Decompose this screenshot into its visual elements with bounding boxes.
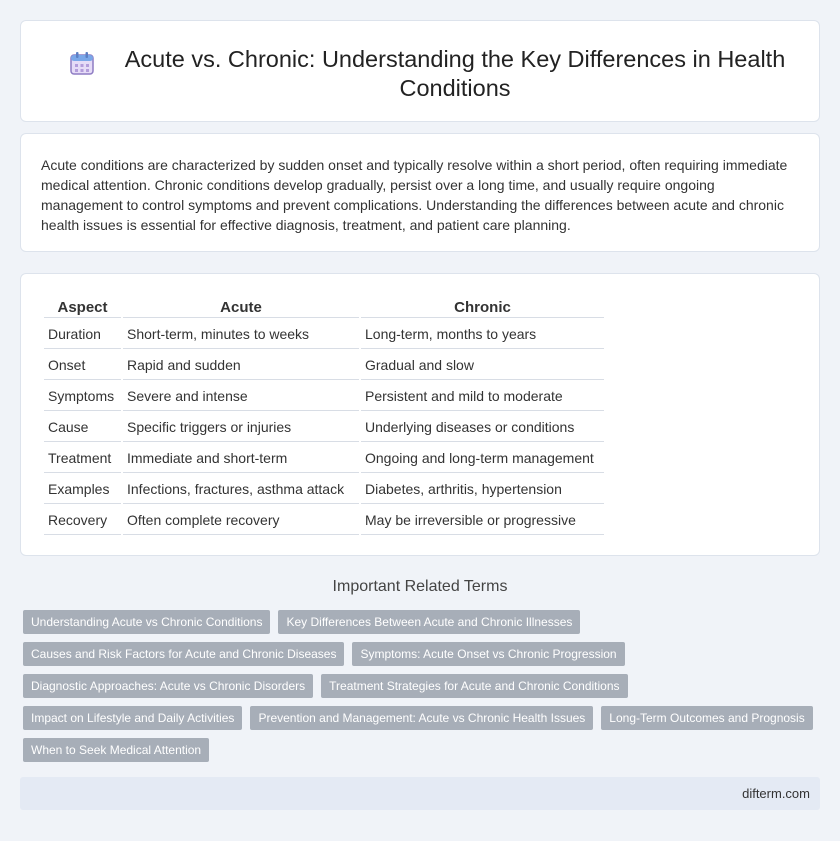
table-row	[44, 382, 604, 411]
acute-cell: Specific triggers or injuries	[123, 413, 359, 442]
table-header-row	[44, 294, 604, 318]
table-row	[44, 320, 604, 349]
aspect-cell: Onset	[44, 351, 121, 380]
acute-cell: Short-term, minutes to weeks	[123, 320, 359, 349]
table-row	[44, 506, 604, 535]
comparison-table	[42, 292, 606, 537]
chronic-cell: Persistent and mild to moderate	[361, 382, 604, 411]
related-term-tag[interactable]: When to Seek Medical Attention	[23, 738, 209, 762]
intro-paragraph: Acute conditions are characterized by sudden onset and typically resolve within a short period, often requiring immediate medical attention. Chronic conditions develop gradually, persist over a long time, and usually require ongoing management to control symptoms and prevent complications. Understanding the differences between acute and chronic health issues is essential for effective diagnosis, treatment, and patient care planning.	[41, 157, 788, 233]
calendar-icon	[68, 49, 96, 77]
header-chronic: Chronic	[361, 294, 604, 318]
acute-cell: Rapid and sudden	[123, 351, 359, 380]
acute-cell: Severe and intense	[123, 382, 359, 411]
header-aspect: Aspect	[44, 294, 121, 318]
related-term-tag[interactable]: Understanding Acute vs Chronic Conditions	[23, 610, 270, 634]
related-term-tag[interactable]: Treatment Strategies for Acute and Chronic Conditions	[321, 674, 627, 698]
chronic-cell: Diabetes, arthritis, hypertension	[361, 475, 604, 504]
table-row	[44, 444, 604, 473]
table-row	[44, 351, 604, 380]
table-row	[44, 475, 604, 504]
comparison-table-card	[20, 273, 820, 556]
aspect-cell: Cause	[44, 413, 121, 442]
related-term-tag[interactable]: Prevention and Management: Acute vs Chronic Health Issues	[250, 706, 593, 730]
related-term-tag[interactable]: Symptoms: Acute Onset vs Chronic Progression	[352, 642, 624, 666]
acute-cell: Infections, fractures, asthma attack	[123, 475, 359, 504]
aspect-cell: Duration	[44, 320, 121, 349]
related-term-tag[interactable]: Causes and Risk Factors for Acute and Chronic Diseases	[23, 642, 344, 666]
related-term-tag[interactable]: Long-Term Outcomes and Prognosis	[601, 706, 812, 730]
footer	[20, 777, 820, 810]
aspect-cell: Examples	[44, 475, 121, 504]
aspect-cell: Treatment	[44, 444, 121, 473]
chronic-cell: Long-term, months to years	[361, 320, 604, 349]
acute-cell: Immediate and short-term	[123, 444, 359, 473]
header-acute: Acute	[123, 294, 359, 318]
aspect-cell: Recovery	[44, 506, 121, 535]
chronic-cell: Ongoing and long-term management	[361, 444, 604, 473]
aspect-cell: Symptoms	[44, 382, 121, 411]
title-card	[20, 20, 820, 122]
chronic-cell: May be irreversible or progressive	[361, 506, 604, 535]
related-term-tag[interactable]: Key Differences Between Acute and Chronic Illnesses	[278, 610, 580, 634]
chronic-cell: Gradual and slow	[361, 351, 604, 380]
related-terms-heading: Important Related Terms	[332, 578, 508, 595]
footer-site-link[interactable]: difterm.com	[742, 786, 810, 801]
related-term-tag[interactable]: Impact on Lifestyle and Daily Activities	[23, 706, 242, 730]
related-terms-list	[23, 610, 823, 770]
acute-cell: Often complete recovery	[123, 506, 359, 535]
intro-card	[20, 133, 820, 252]
table-row	[44, 413, 604, 442]
chronic-cell: Underlying diseases or conditions	[361, 413, 604, 442]
related-term-tag[interactable]: Diagnostic Approaches: Acute vs Chronic Disorders	[23, 674, 313, 698]
page-title: Acute vs. Chronic: Understanding the Key Differences in Health Conditions	[124, 46, 786, 101]
